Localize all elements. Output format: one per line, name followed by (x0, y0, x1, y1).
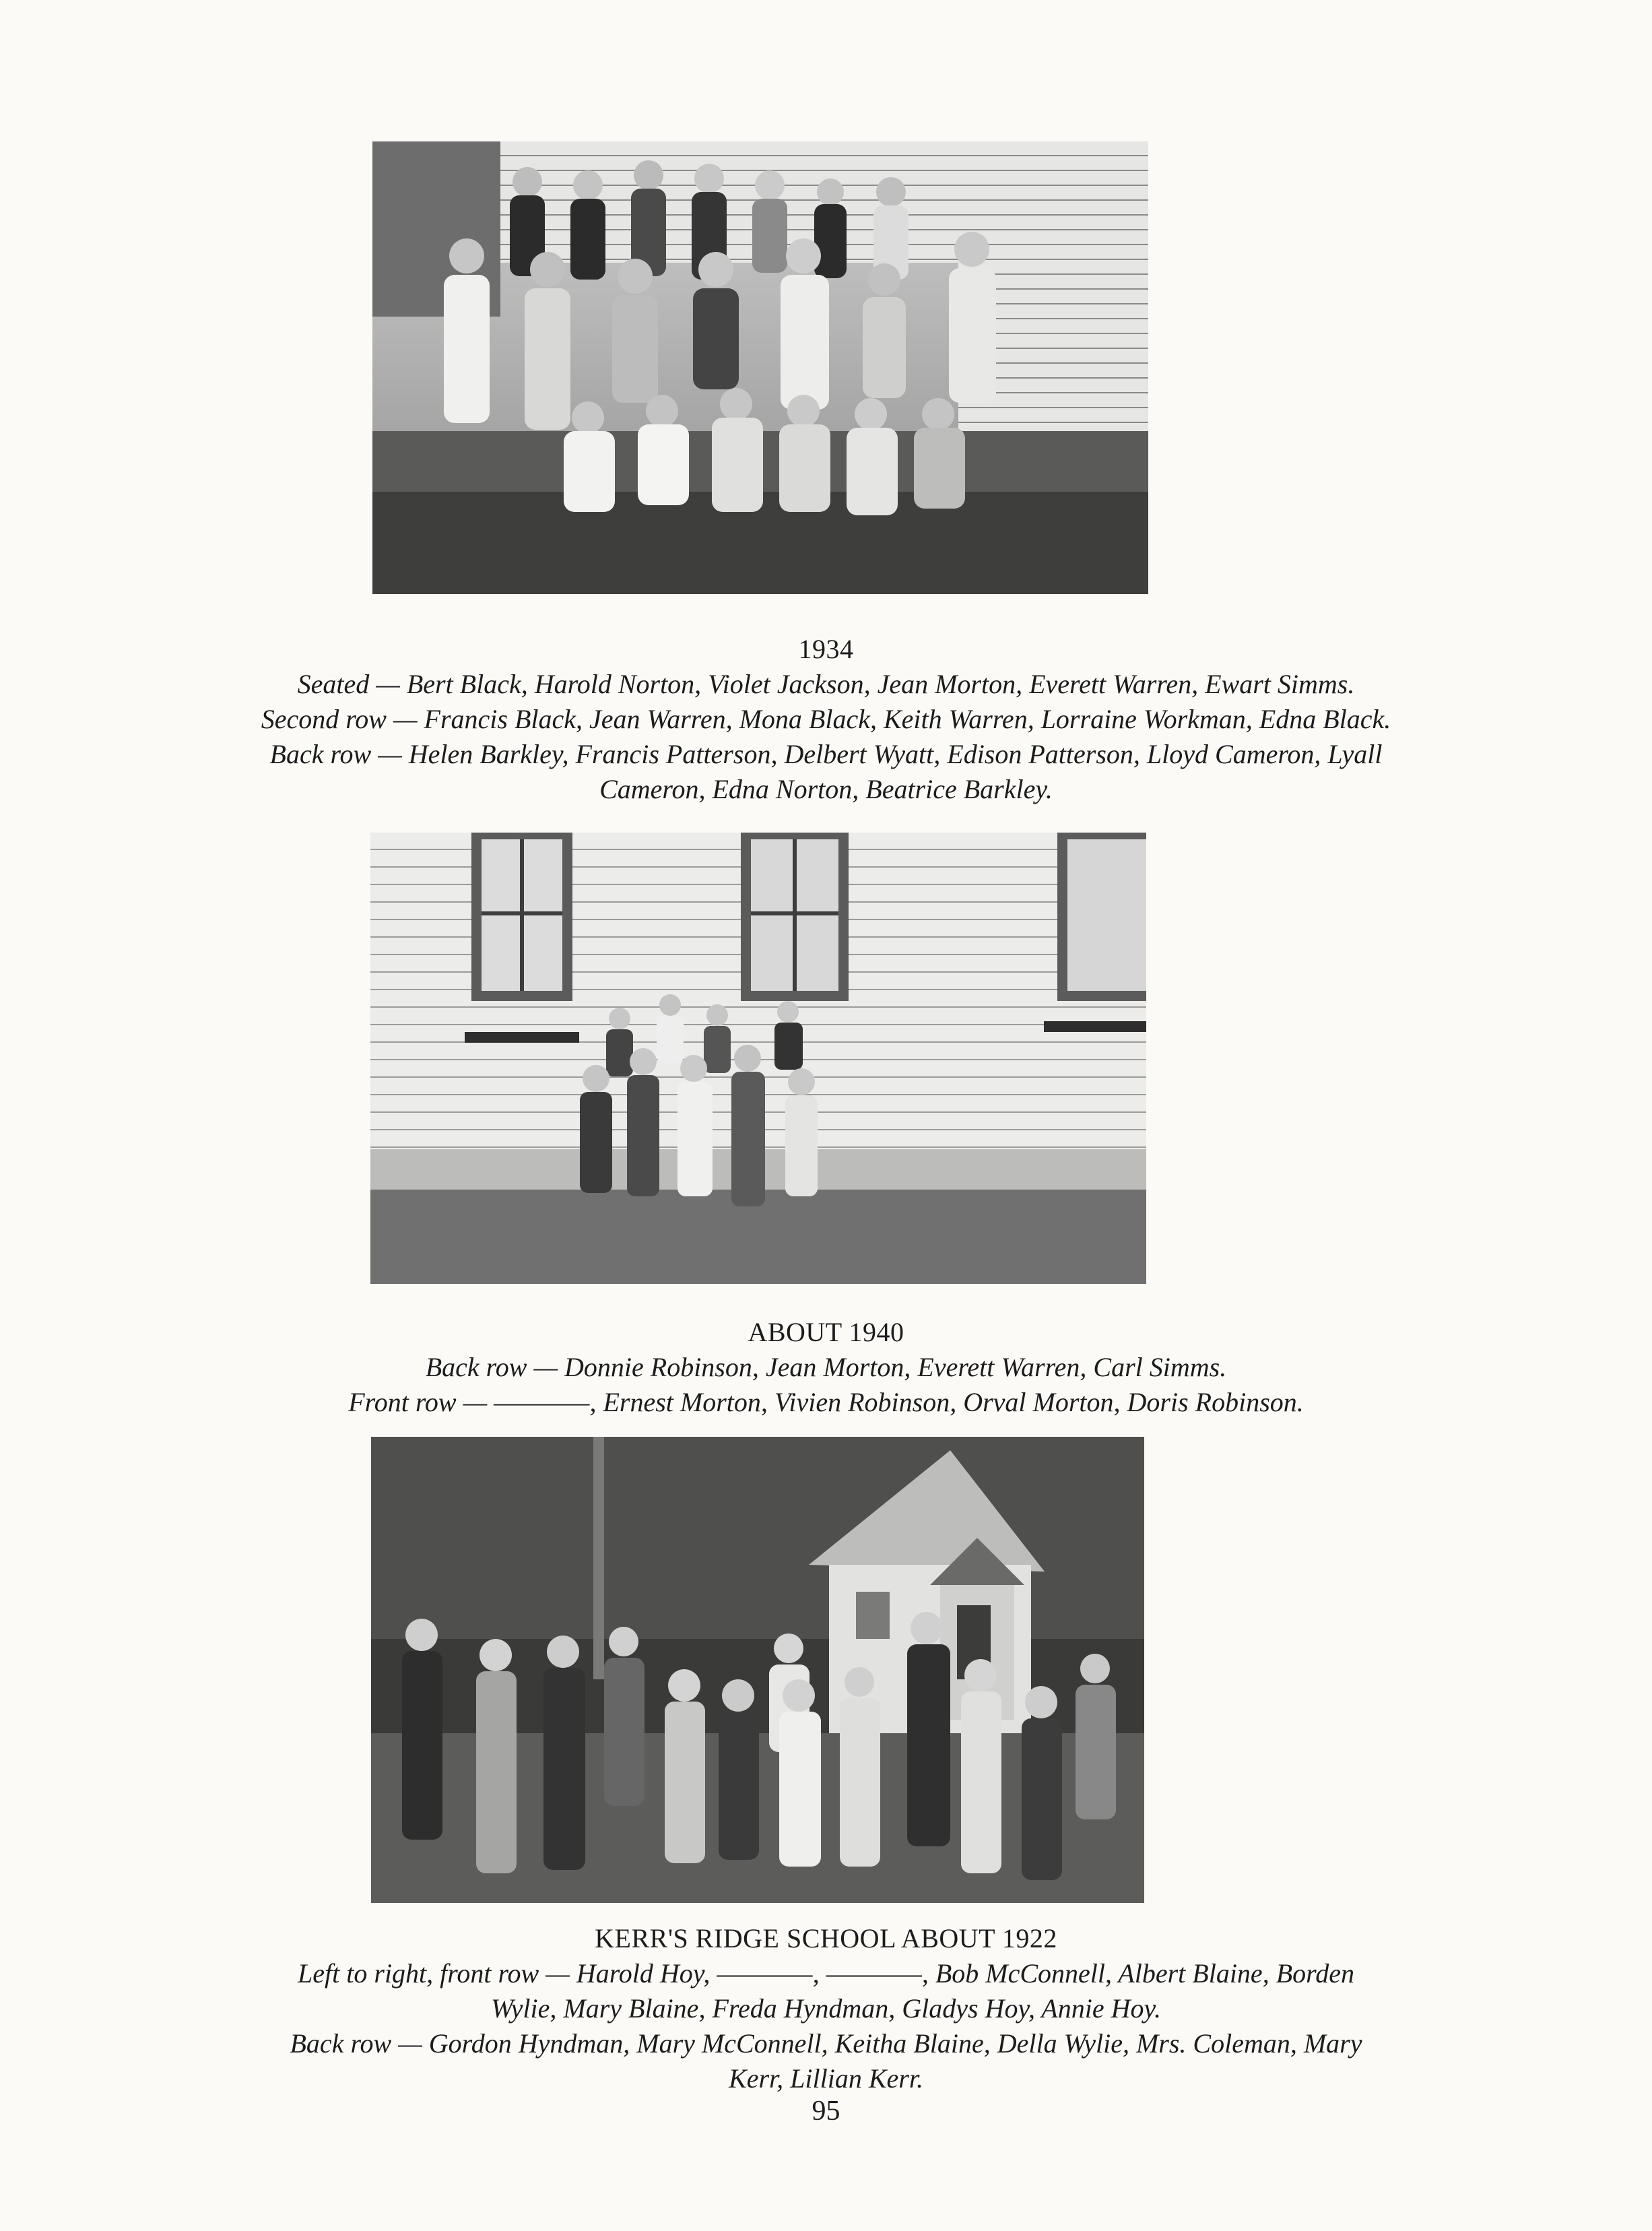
caption-line: Second row — Francis Black, Jean Warren, Mona Black, Keith Warren, Lorraine Workman, Edna Black. (261, 704, 1391, 734)
caption-line: Cameron, Edna Norton, Beatrice Barkley. (599, 774, 1053, 804)
class-photo-1922 (371, 1437, 1144, 1903)
photo-1934-image (372, 141, 1148, 594)
caption-line: Back row — Gordon Hyndman, Mary McConnell, Keitha Blaine, Della Wylie, Mrs. Coleman, Mary (290, 2028, 1362, 2059)
caption-line: Wylie, Mary Blaine, Freda Hyndman, Gladys Hoy, Annie Hoy. (491, 1993, 1161, 2024)
caption-line: Back row — Donnie Robinson, Jean Morton, Everett Warren, Carl Simms. (425, 1352, 1227, 1382)
page-number: 95 (812, 2096, 840, 2127)
caption-title: ABOUT 1940 (748, 1317, 904, 1347)
photo-1940-image (370, 833, 1146, 1284)
caption-line: Kerr, Lillian Kerr. (729, 2063, 923, 2094)
caption-line: Back row — Helen Barkley, Francis Patterson, Delbert Wyatt, Edison Patterson, Lloyd Cameron, Lyall (269, 739, 1383, 769)
caption-line: Seated — Bert Black, Harold Norton, Violet Jackson, Jean Morton, Everett Warren, Ewart Simms. (297, 669, 1355, 699)
caption-title: KERR'S RIDGE SCHOOL ABOUT 1922 (595, 1923, 1057, 1953)
caption-title: 1934 (798, 634, 854, 664)
caption-1922 (88, 1921, 1564, 2096)
caption-1934 (88, 632, 1564, 807)
caption-line: Front row — ————, Ernest Morton, Vivien Robinson, Orval Morton, Doris Robinson. (348, 1387, 1304, 1417)
class-photo-1934 (372, 141, 1148, 594)
class-photo-1940 (370, 833, 1146, 1284)
caption-1940 (88, 1315, 1564, 1420)
caption-line: Left to right, front row — Harold Hoy, ————, ————, Bob McConnell, Albert Blaine, Borden (298, 1958, 1354, 1989)
photo-1922-image (371, 1437, 1144, 1903)
